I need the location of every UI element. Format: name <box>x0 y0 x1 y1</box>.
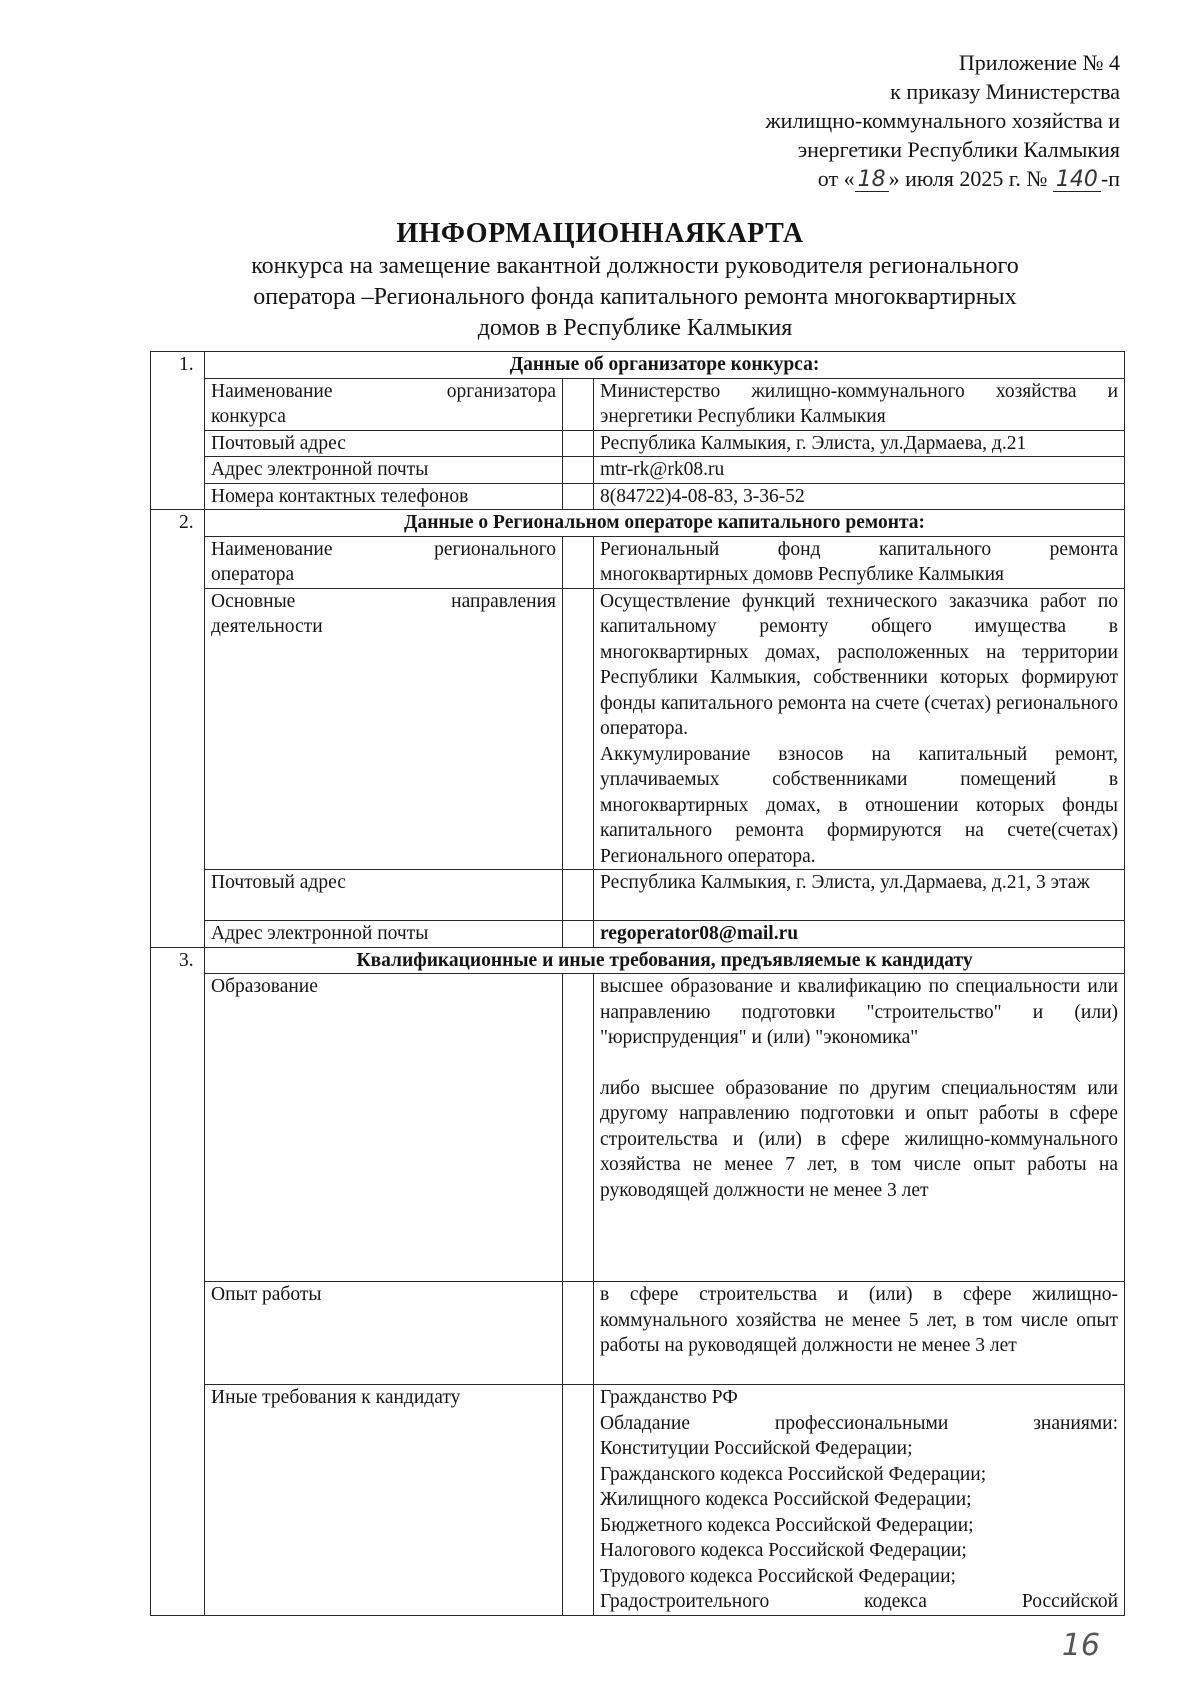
column-gap <box>563 921 594 948</box>
activity-paragraph: Аккумулирование взносов на капитальный ремонт, уплачиваемых собственниками помещений в многоквартирных домах, в отношении которых фонды капитального ремонта формируются на счете(счетах) Регионального оператора. <box>600 743 1119 867</box>
label-line: Наименование регионального <box>211 538 556 560</box>
column-gap <box>563 378 594 430</box>
education-label: Образование <box>205 974 563 1282</box>
requirement-line: Конституции Российской Федерации; <box>600 1438 913 1459</box>
section-3-number: 3. <box>151 947 205 1615</box>
requirement-line: Обладание профессиональными знаниями: <box>600 1412 1119 1434</box>
label-line: Наименование организатора <box>211 380 556 402</box>
other-requirements-value <box>594 1385 1125 1616</box>
section-2-number: 2. <box>151 510 205 948</box>
experience-value: в сфере строительства и (или) в сфере жилищно-коммунального хозяйства не менее 5 лет, в том числе опыт работы на руководящей должности не менее 3 лет <box>594 1282 1125 1385</box>
organizer-postal-label: Почтовый адрес <box>205 430 563 457</box>
table-row <box>151 921 1125 948</box>
handwritten-day: 18 <box>855 169 889 192</box>
requirement-line: Трудового кодекса Российской Федерации; <box>600 1565 956 1587</box>
table-row <box>151 974 1125 1282</box>
section-3-heading: Квалификационные и иные требования, предъявляемые к кандидату <box>205 947 1125 974</box>
requirement-line: Гражданского кодекса Российской Федерации; <box>600 1463 987 1485</box>
requirement-line: Бюджетного кодекса Российской Федерации; <box>600 1514 974 1536</box>
column-gap <box>563 588 594 870</box>
column-gap <box>563 1385 594 1616</box>
table-row <box>151 588 1125 870</box>
section-3-header-row <box>151 947 1125 974</box>
subtitle-line-2: оператора –Регионального фонда капитального ремонта многоквартирных <box>253 284 1017 310</box>
table-row <box>151 430 1125 457</box>
table-row <box>151 536 1125 588</box>
operator-postal-label: Почтовый адрес <box>205 870 563 921</box>
date-suffix: -п <box>1100 166 1120 191</box>
organizer-postal-value: Республика Калмыкия, г. Элиста, ул.Дармаева, д.21 <box>594 430 1125 457</box>
organizer-name-value <box>594 378 1125 430</box>
operator-email-value: regoperator08@mail.ru <box>594 921 1125 948</box>
section-1-number: 1. <box>151 352 205 510</box>
section-2-heading: Данные о Региональном операторе капитального ремонта: <box>205 510 1125 537</box>
requirement-line: Градостроительного кодекса Российской <box>600 1591 1119 1612</box>
table-row <box>151 1385 1125 1616</box>
appendix-line-4: энергетики Республики Калмыкия <box>797 137 1120 162</box>
appendix-date-line <box>765 164 1120 193</box>
organizer-phones-label: Номера контактных телефонов <box>205 483 563 510</box>
other-requirements-label: Иные требования к кандидату <box>205 1385 563 1616</box>
column-gap <box>563 1282 594 1385</box>
operator-email-label: Адрес электронной почты <box>205 921 563 948</box>
column-gap <box>563 457 594 484</box>
table-row <box>151 457 1125 484</box>
subtitle-line-3: домов в Республике Калмыкия <box>477 315 793 341</box>
value-line: Региональный фонд капитального ремонта <box>600 538 1119 560</box>
requirement-line: Налогового кодекса Российской Федерации; <box>600 1540 967 1561</box>
education-paragraph: либо высшее образование по другим специальностям или другому направлению подготовки и опыт работы в сфере строительства и (или) в сфере жилищно-коммунального хозяйства не менее 7 лет, в том числе опыт работы на руководящей должности не менее 3 лет <box>600 1077 1119 1201</box>
value-line: энергетики Республики Калмыкия <box>600 406 886 427</box>
education-paragraph: высшее образование и квалификацию по специальности или направлению подготовки "строительство" и (или) "юриспруденция" и (или) "экономика" <box>600 976 1119 1048</box>
organizer-email-value: mtr-rk@rk08.ru <box>594 457 1125 484</box>
label-line: оператора <box>211 564 295 585</box>
document-subtitle <box>150 251 1120 344</box>
organizer-email-label: Адрес электронной почты <box>205 457 563 484</box>
operator-postal-value: Республика Калмыкия, г. Элиста, ул.Дармаева, д.21, 3 этаж <box>594 870 1125 921</box>
activity-paragraph: Осуществление функций технического заказчика работ по капитальному ремонту общего имущества в многоквартирных домах, расположенных на территории Республики Калмыкия, собственники которых формируют фонды капитального ремонта на счете (счетах) регионального оператора. <box>600 590 1119 739</box>
activity-label <box>205 588 563 870</box>
table-row <box>151 378 1125 430</box>
paragraph-spacer <box>600 1051 1118 1076</box>
requirement-line: Гражданство РФ <box>600 1387 738 1408</box>
organizer-name-label <box>205 378 563 430</box>
operator-name-value <box>594 536 1125 588</box>
education-value <box>594 974 1125 1282</box>
requirement-line: Жилищного кодекса Российской Федерации; <box>600 1489 972 1510</box>
date-prefix: от « <box>817 166 855 191</box>
column-gap <box>563 430 594 457</box>
operator-name-label <box>205 536 563 588</box>
handwritten-page-number: 16 <box>1061 1628 1100 1663</box>
organizer-phones-value: 8(84722)4-08-83, 3-36-52 <box>594 483 1125 510</box>
value-line: Министерство жилищно-коммунального хозяйства и <box>600 380 1119 402</box>
section-2-header-row <box>151 510 1125 537</box>
handwritten-order-number: 140 <box>1053 169 1101 192</box>
appendix-line-3: жилищно-коммунального хозяйства и <box>765 108 1120 133</box>
table-row <box>151 870 1125 921</box>
column-gap <box>563 536 594 588</box>
appendix-line-1: Приложение № 4 <box>958 50 1120 75</box>
subtitle-line-1: конкурса на замещение вакантной должности руководителя регионального <box>251 253 1019 279</box>
date-middle: » июля 2025 г. № <box>888 166 1048 191</box>
section-1-header-row <box>151 352 1125 379</box>
information-card-table <box>150 351 1125 1616</box>
table-row <box>151 1282 1125 1385</box>
label-line: Основные направления <box>211 590 556 612</box>
value-line: многоквартирных домовв Республике Калмыкия <box>600 564 1004 585</box>
label-line: деятельности <box>211 616 323 637</box>
document-title: ИНФОРМАЦИОННАЯКАРТА <box>396 218 804 249</box>
label-line: конкурса <box>211 406 286 427</box>
appendix-header <box>765 48 1120 193</box>
section-1-heading: Данные об организаторе конкурса: <box>205 352 1125 379</box>
activity-value <box>594 588 1125 870</box>
column-gap <box>563 870 594 921</box>
experience-label: Опыт работы <box>205 1282 563 1385</box>
column-gap <box>563 974 594 1282</box>
appendix-line-2: к приказу Министерства <box>890 79 1120 104</box>
table-row <box>151 483 1125 510</box>
column-gap <box>563 483 594 510</box>
